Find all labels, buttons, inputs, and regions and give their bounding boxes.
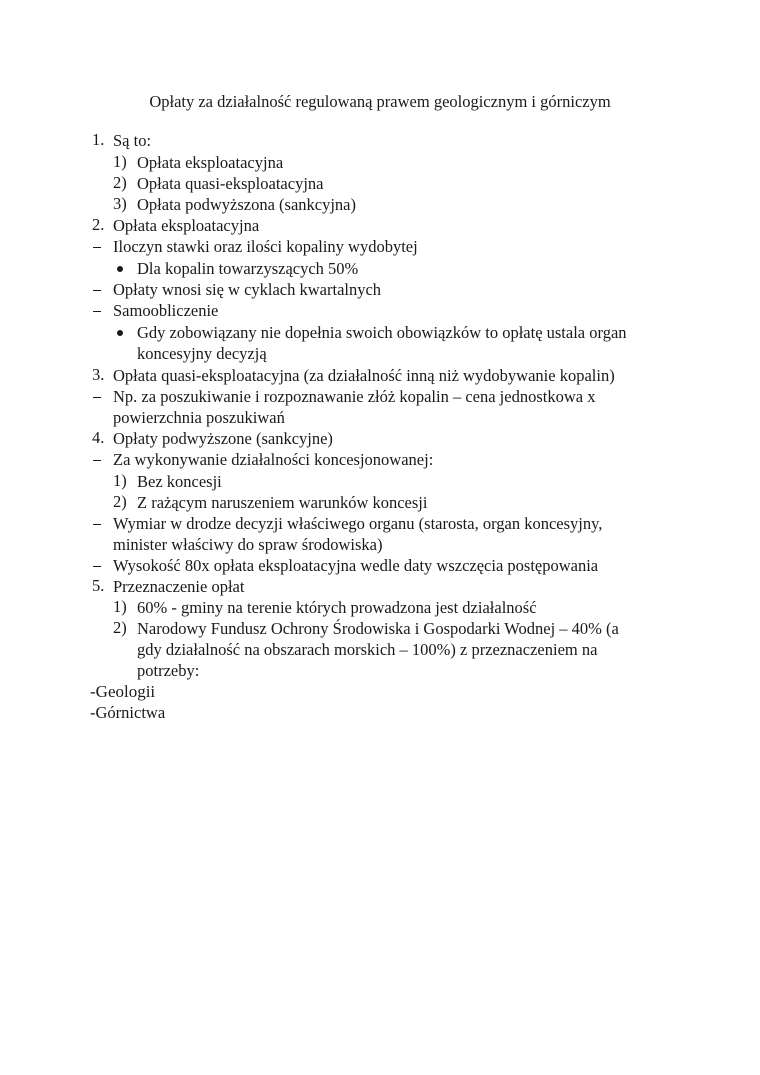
dash-icon	[93, 311, 101, 312]
list-number: 4.	[92, 428, 105, 447]
dash-icon	[93, 460, 101, 461]
dash-item: Za wykonywanie działalności koncesjonowanej:	[113, 450, 434, 469]
list-item: Opłata eksploatacyjna	[113, 216, 260, 235]
list-number: 2.	[92, 215, 105, 234]
sublist-item: Z rażącym naruszeniem warunków koncesji	[137, 493, 428, 512]
bullet-item-continuation: koncesyjny decyzją	[137, 344, 267, 363]
dash-icon	[93, 290, 101, 291]
sublist-item: Opłata eksploatacyjna	[137, 153, 284, 172]
dash-item: Wysokość 80x opłata eksploatacyjna wedle daty wszczęcia postępowania	[113, 556, 599, 575]
sublist-number: 2)	[113, 173, 127, 192]
sublist-number: 2)	[113, 492, 127, 511]
sublist-item-continuation: potrzeby:	[137, 661, 200, 680]
list-number: 1.	[92, 130, 105, 149]
list-item: Są to:	[113, 131, 152, 150]
dash-item: Samoobliczenie	[113, 301, 219, 320]
list-item: Opłaty podwyższone (sankcyjne)	[113, 429, 333, 448]
dash-item: Iloczyn stawki oraz ilości kopaliny wydobytej	[113, 237, 418, 256]
sublist-number: 1)	[113, 471, 127, 490]
sublist-item: Narodowy Fundusz Ochrony Środowiska i Gospodarki Wodnej – 40% (a	[137, 619, 619, 638]
dash-item: Opłaty wnosi się w cyklach kwartalnych	[113, 280, 382, 299]
dash-icon	[93, 566, 101, 567]
sublist-item: Opłata podwyższona (sankcyjna)	[137, 195, 357, 214]
dash-icon	[93, 397, 101, 398]
list-number: 3.	[92, 365, 105, 384]
bullet-icon	[117, 330, 123, 336]
sublist-number: 1)	[113, 597, 127, 616]
dash-item: Wymiar w drodze decyzji właściwego organu (starosta, organ koncesyjny,	[113, 514, 603, 533]
plain-line: -Górnictwa	[90, 703, 166, 722]
sublist-item: 60% - gminy na terenie których prowadzona jest działalność	[137, 598, 537, 617]
dash-item: Np. za poszukiwanie i rozpoznawanie złóż kopalin – cena jednostkowa x	[113, 387, 596, 406]
sublist-number: 2)	[113, 618, 127, 637]
list-number: 5.	[92, 576, 105, 595]
bullet-item: Gdy zobowiązany nie dopełnia swoich obowiązków to opłatę ustala organ	[137, 323, 627, 342]
dash-icon	[93, 524, 101, 525]
document-title: Opłaty za działalność regulowaną prawem geologicznym i górniczym	[149, 92, 611, 111]
sublist-number: 1)	[113, 152, 127, 171]
list-item: Opłata quasi-eksploatacyjna (za działalność inną niż wydobywanie kopalin)	[113, 366, 615, 385]
dash-item-continuation: minister właściwy do spraw środowiska)	[113, 535, 383, 554]
sublist-item-continuation: gdy działalność na obszarach morskich – 100%) z przeznaczeniem na	[137, 640, 598, 659]
sublist-item: Bez koncesji	[137, 472, 222, 491]
plain-line: -Geologii	[90, 682, 156, 701]
list-item: Przeznaczenie opłat	[113, 577, 245, 596]
sublist-number: 3)	[113, 194, 127, 213]
dash-icon	[93, 247, 101, 248]
dash-item-continuation: powierzchnia poszukiwań	[113, 408, 285, 427]
bullet-item: Dla kopalin towarzyszących 50%	[137, 259, 359, 278]
bullet-icon	[117, 266, 123, 272]
sublist-item: Opłata quasi-eksploatacyjna	[137, 174, 324, 193]
